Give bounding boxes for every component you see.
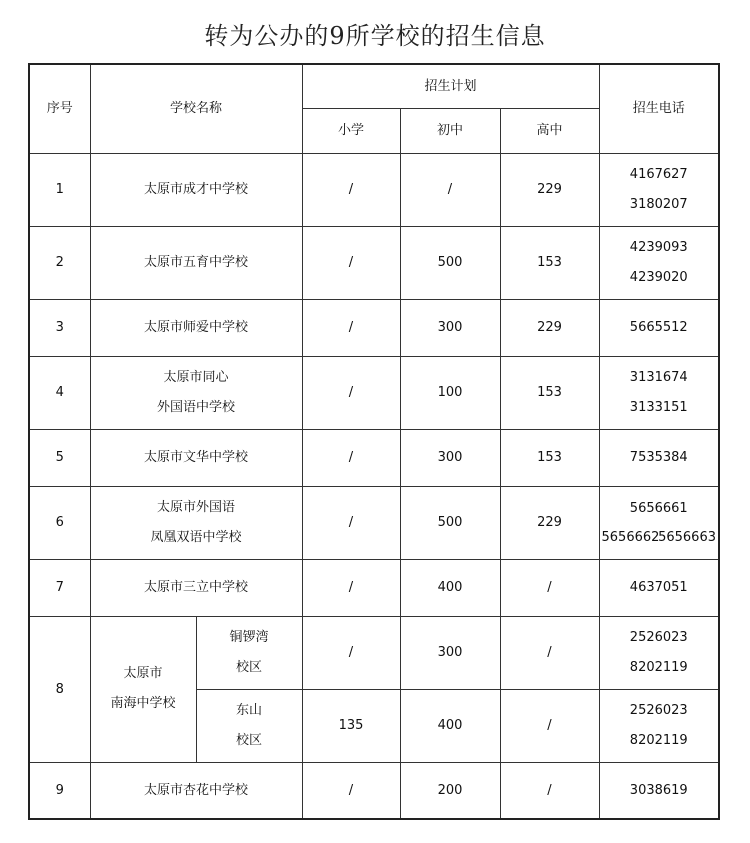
header-plan: 招生计划 [302,64,599,108]
row-index: 6 [29,486,90,559]
plan-junior: 300 [400,429,500,486]
plan-senior: / [500,559,599,616]
school-name-line: 太原市外国语 [156,499,235,515]
campus-name-line: 校区 [235,732,262,748]
table-row [29,559,719,616]
plan-senior: / [500,689,599,762]
header-school: 学校名称 [90,64,302,153]
school-name: 太原市五育中学校 [90,226,302,299]
plan-junior: / [400,153,500,226]
phone-number: 5656662 [601,529,660,545]
school-name [90,616,196,762]
plan-senior: 229 [500,486,599,559]
phone-number: 4637051 [599,559,719,616]
campus-name-line: 东山 [235,702,262,718]
campus-name [196,689,302,762]
school-name [90,356,302,429]
plan-junior: 500 [400,226,500,299]
plan-primary: / [302,226,400,299]
phone-number: 4167627 [629,166,688,182]
row-index: 3 [29,299,90,356]
phone-cell [599,153,719,226]
school-name: 太原市杏花中学校 [90,762,302,819]
school-name-line: 太原市 [123,666,163,681]
plan-primary: / [302,429,400,486]
phone-cell [599,226,719,299]
plan-junior: 200 [400,762,500,819]
school-name: 太原市文华中学校 [90,429,302,486]
phone-number: 4239093 [629,239,688,255]
phone-cell [599,486,719,559]
phone-cell [599,356,719,429]
phone-number: 7535384 [599,429,719,486]
header-row [29,64,719,108]
phone-number: 3131674 [629,369,688,385]
table-row [29,486,719,559]
header-primary: 小学 [302,108,400,153]
campus-name [196,616,302,689]
plan-primary: / [302,299,400,356]
header-index: 序号 [29,64,90,153]
row-index: 8 [29,616,90,762]
table-row [29,616,719,689]
enrollment-table [28,63,720,820]
page-title: 转为公办的9所学校的招生信息 [204,22,546,50]
phone-cell [599,616,719,689]
plan-junior: 300 [400,299,500,356]
phone-number: 8202119 [629,659,688,675]
phone-number: 5665512 [599,299,719,356]
header-phone: 招生电话 [599,64,719,153]
phone-number: 3038619 [599,762,719,819]
plan-senior: 153 [500,429,599,486]
table-row [29,429,719,486]
plan-primary: / [302,356,400,429]
phone-number: 4239020 [629,269,688,285]
school-name: 太原市三立中学校 [90,559,302,616]
campus-name-line: 校区 [235,659,262,675]
plan-junior: 400 [400,559,500,616]
phone-number: 3180207 [629,196,688,212]
row-index: 4 [29,356,90,429]
plan-senior: 153 [500,226,599,299]
school-name: 太原市成才中学校 [90,153,302,226]
row-index: 5 [29,429,90,486]
plan-primary: / [302,616,400,689]
table-row [29,226,719,299]
plan-senior: / [500,762,599,819]
plan-senior: / [500,616,599,689]
header-junior: 初中 [400,108,500,153]
school-name-line: 南海中学校 [110,696,176,711]
plan-senior: 229 [500,153,599,226]
phone-cell [599,689,719,762]
row-index: 7 [29,559,90,616]
table-row [29,299,719,356]
school-name-line: 太原市同心 [163,369,229,385]
plan-junior: 500 [400,486,500,559]
row-index: 9 [29,762,90,819]
plan-primary: / [302,559,400,616]
phone-number: 5656661 [629,500,688,516]
phone-number: 2526023 [629,702,688,718]
row-index: 2 [29,226,90,299]
row-index: 1 [29,153,90,226]
table-row [29,153,719,226]
plan-senior: 153 [500,356,599,429]
campus-name-line: 铜锣湾 [229,629,269,645]
phone-number: 2526023 [629,629,688,645]
header-senior: 高中 [500,108,599,153]
school-name: 太原市师爱中学校 [90,299,302,356]
plan-junior: 100 [400,356,500,429]
phone-number: 5656663 [658,529,716,545]
plan-primary: / [302,153,400,226]
phone-number: 8202119 [629,732,688,748]
school-name-line: 外国语中学校 [156,399,235,415]
school-name-line: 凤凰双语中学校 [150,529,242,545]
plan-junior: 300 [400,616,500,689]
table-row [29,356,719,429]
school-name [90,486,302,559]
plan-primary: 135 [302,689,400,762]
phone-number: 3133151 [629,399,688,415]
plan-senior: 229 [500,299,599,356]
plan-primary: / [302,486,400,559]
plan-primary: / [302,762,400,819]
plan-junior: 400 [400,689,500,762]
table-row [29,762,719,819]
